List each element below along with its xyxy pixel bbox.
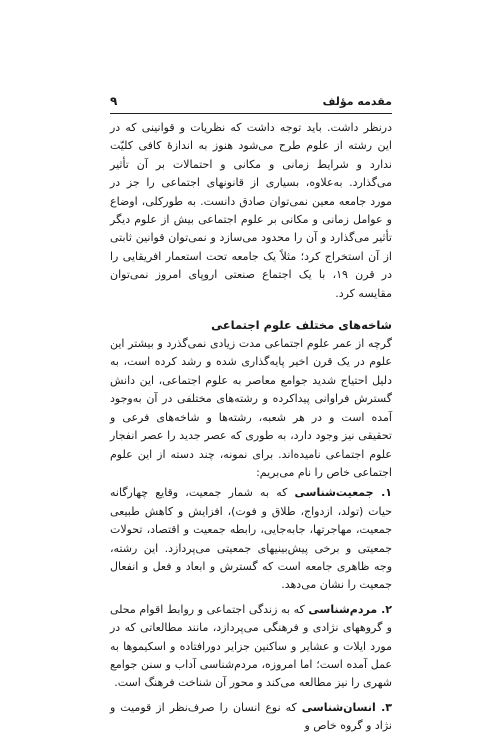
body-text	[110, 119, 392, 736]
list-item-term: انسان‌شناسی	[301, 700, 376, 714]
list-item	[110, 601, 392, 693]
list-item	[110, 699, 392, 736]
running-header	[110, 93, 392, 113]
list-item-text: که به زندگی اجتماعی و روابط اقوام محلی و گروههای نژادی و فرهنگی می‌پردازد، مانند مطالعاتی که در مورد ایلات و عشایر و ساکنین جزایر دورافتاده و اسکیموها به عمل آمده است؛ اما امروزه، مردم‌شناسی آداب و سنن جوامع شهری را نیز مطالعه می‌کند و محور آن شناخت فرهنگ است.	[110, 602, 392, 690]
page-number: ۹	[110, 94, 118, 108]
list-item	[110, 484, 392, 594]
list-item-number: ۳.	[375, 700, 392, 714]
header-rule	[110, 113, 392, 114]
section-paragraph: گرچه از عمر علوم اجتماعی مدت زیادی نمی‌گذرد و بیشتر این علوم در یک قرن اخیر پایه‌گذاری شده و رشد کرده است، به دلیل احتیاج شدید جوامع معاصر به علوم اجتماعی، این دانش گسترش فراوانی پیداکرده و رشته‌های مختلفی در آن به‌وجود آمده است و در هر شعبه، رشته‌ها و شاخه‌های فرعی و تحقیقی نیز وجود دارد، به طوری که عصر جدید را عصر انفجار علوم اجتماعی نامیده‌اند. برای نمونه، چند دسته از این علوم اجتماعی خاص را نام می‌بریم:	[110, 337, 392, 479]
list-item-term: مردم‌شناسی	[308, 602, 378, 616]
list-item-number: ۲.	[377, 602, 392, 616]
section-heading: شاخه‌های مختلف علوم اجتماعی	[211, 318, 392, 333]
list-item-text: که نوع انسان را صرف‌نظر از قومیت و نژاد و گروه خاص و	[110, 700, 392, 733]
intro-paragraph: درنظر داشت. باید توجه داشت که نظریات و قوانینی که در این رشته از علوم طرح می‌شود هنوز به اندازهٔ کافی کلیّت ندارد و شرایط زمانی و مکانی و احتمالات بر آن تأثیر می‌گذارد. به‌علاوه، بسیاری از قانونهای اجتماعی را جز در مورد جامعه معین نمی‌توان صادق دانست. به طورکلی، اوضاع و عوامل زمانی و مکانی بر علوم اجتماعی بیش از علوم دیگر تأثیر می‌گذارد و آن را محدود می‌سازد و نمی‌توان قوانین ثابتی از آن استخراج کرد؛ مثلاً یک جامعه تحت استعمار افریقایی را در قرن ۱۹، با یک اجتماع صنعتی اروپای امروز نمی‌توان مقایسه کرد.	[110, 121, 393, 300]
running-header-title: مقدمه مؤلف	[322, 95, 392, 108]
list-item-number: ۱.	[373, 486, 392, 500]
list-item-text: که به شمار جمعیت، وقایع چهارگانه حیات (تولد، ازدواج، طلاق و فوت)، افزایش و کاهش طبیعی جمعیت، مهاجرتها، جابه‌جایی، رابطه جمعیت و اقتصاد، تحولات جمعیتی و برخی پیش‌بینیهای جمعیتی می‌پردازد. این رشته، وجه ظاهری جامعه است که گسترش و ابعاد و فعل و انفعال جمعیت را نشان می‌دهد.	[110, 486, 392, 592]
list-item-term: جمعیت‌شناسی	[294, 486, 374, 500]
